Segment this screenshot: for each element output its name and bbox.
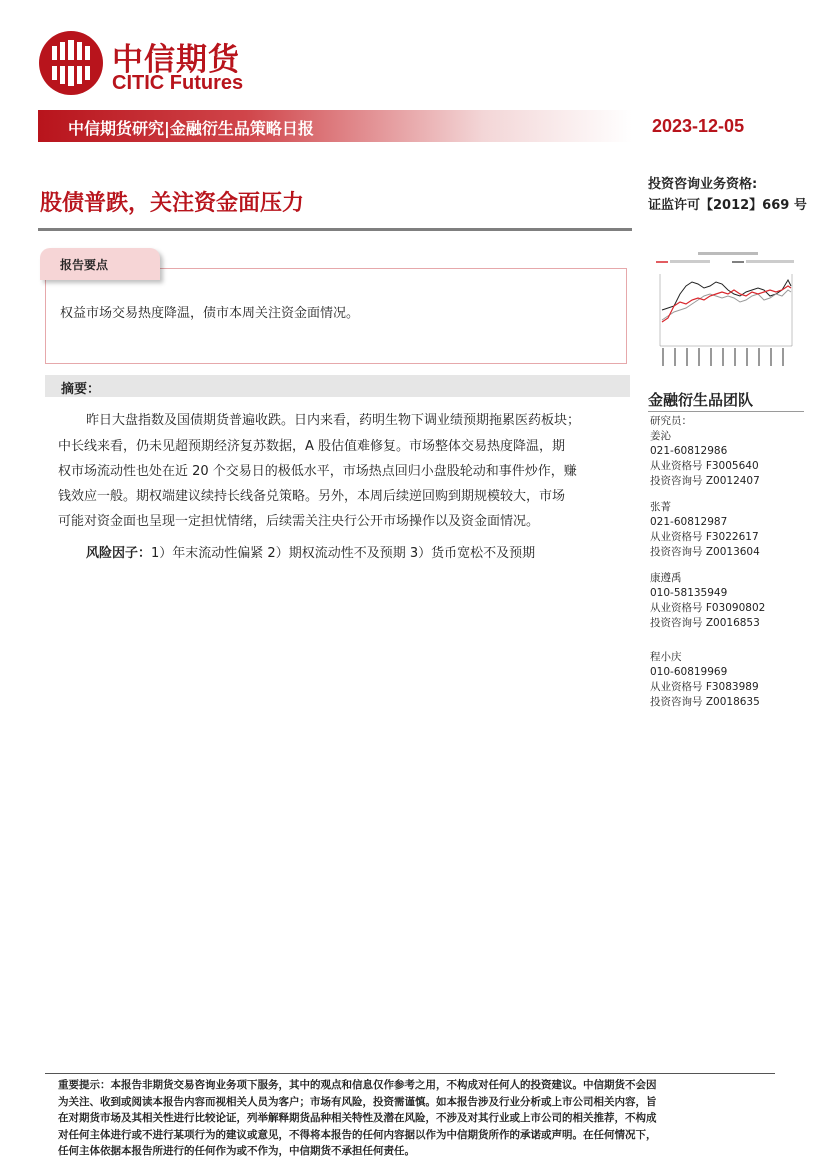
summary-line-2: 中长线来看，仍未见超预期经济复苏数据，A 股估值难修复。市场整体交易热度降温，期 [58,439,566,454]
risk-factors-label: 风险因子： [86,546,152,561]
footer-divider [45,1073,775,1074]
disclaimer-line-5: 任何主体依据本报告所进行的任何作为或不作为，中信期货不承担任何责任。 [58,1145,415,1157]
disclaimer-line-3: 在对期货市场及其相关性进行比较论证，列举解释期货品种相关特性及潜在风险，不涉及对其行业或上市公司的相关推荐，不构成 [58,1112,657,1124]
summary-line-4: 钱效应一般。期权端建议续持长线备兑策略。另外，本周后续逆回购到期规模较大，市场 [58,489,566,504]
summary-line-5: 可能对资金面也呈现一定担忧情绪，后续需关注央行公开市场操作以及资金面情况。 [58,514,540,529]
banner-title: 中信期货研究|金融衍生品策略日报 [68,119,314,138]
disclaimer-line-4: 对任何主体进行或不进行某项行为的建议或意见，不得将本报告的任何内容据以作为中信期货所作的承诺或声明。在任何情况下， [58,1128,657,1141]
summary-line-3: 权市场流动性也处在近 20 个交易日的极低水平，市场热点回归小盘股轮动和事件炒作，赚 [58,464,577,479]
analyst-phone: 021-60812986 [650,445,728,457]
analyst-qualification: 从业资格号 F03090802 [650,602,766,614]
disclaimer [58,1077,778,1160]
team-heading: 金融衍生品团队 [648,391,754,409]
logo-english-name: CITIC Futures [112,72,244,94]
license-line-2: 证监许可【2012】669 号 [648,198,807,213]
summary-line-1: 昨日大盘指数及国债期货普遍收跌。日内来看，药明生物下调业绩预期拖累医药板块； [86,413,581,428]
summary-header [45,375,630,397]
analyst-name: 程小庆 [650,651,682,663]
chart-title-bar [698,252,758,255]
legend-text-1 [670,260,710,263]
disclaimer-line-2: 为关注、收到或阅读本报告内容而视相关人员为客户；市场有风险，投资需谨慎。如本报告涉及行业分析或上市公司相关内容，旨 [58,1095,657,1108]
key-points-label: 报告要点 [60,258,109,272]
license-line-1: 投资咨询业务资格: [648,177,758,192]
citic-logo [38,30,268,100]
page-title: 股债普跌，关注资金面压力 [40,191,305,216]
analyst-phone: 021-60812987 [650,516,728,528]
license-info [648,174,807,216]
legend-text-2 [746,260,794,263]
key-points-tab [40,248,160,280]
analyst-invest-license: 投资咨询号 Z0013604 [650,546,760,558]
key-points-text: 权益市场交易热度降温，债市本周关注资金面情况。 [60,306,360,321]
analyst-card-2 [650,500,760,560]
analyst-qualification: 从业资格号 F3022617 [650,531,759,543]
analyst-name: 康遵禹 [650,572,682,584]
analyst-card-3 [650,571,765,631]
analyst-qualification: 从业资格号 F3005640 [650,460,759,472]
analyst-invest-license: 投资咨询号 Z0016853 [650,617,760,629]
analyst-name: 姜沁 [650,430,671,442]
analyst-card-4 [650,650,760,710]
researcher-label: 研究员： [650,415,692,427]
analyst-phone: 010-60819969 [650,666,728,678]
citic-logo-icon [38,30,104,96]
analyst-phone: 010-58135949 [650,587,728,599]
analyst-qualification: 从业资格号 F3083989 [650,681,759,693]
disclaimer-line-1: 重要提示：本报告非期货交易咨询业务项下服务，其中的观点和信息仅作参考之用，不构成对任何人的投资建议。中信期货不会因 [58,1079,657,1091]
report-banner [38,110,632,142]
risk-factors-text: 1）年末流动性偏紧 2）期权流动性不及预期 3）货币宽松不及预期 [151,546,536,561]
title-divider [38,228,632,231]
team-divider [648,411,804,412]
report-date: 2023-12-05 [652,116,745,136]
summary-label: 摘要： [61,382,101,397]
risk-factors [86,542,535,561]
analyst-card-1 [650,414,760,489]
analyst-invest-license: 投资咨询号 Z0018635 [650,696,760,708]
thumbnail-chart [648,250,804,370]
logo-chinese-name: 中信期货 [112,42,240,78]
analyst-invest-license: 投资咨询号 Z0012407 [650,475,760,487]
analyst-name: 张菁 [650,501,671,513]
